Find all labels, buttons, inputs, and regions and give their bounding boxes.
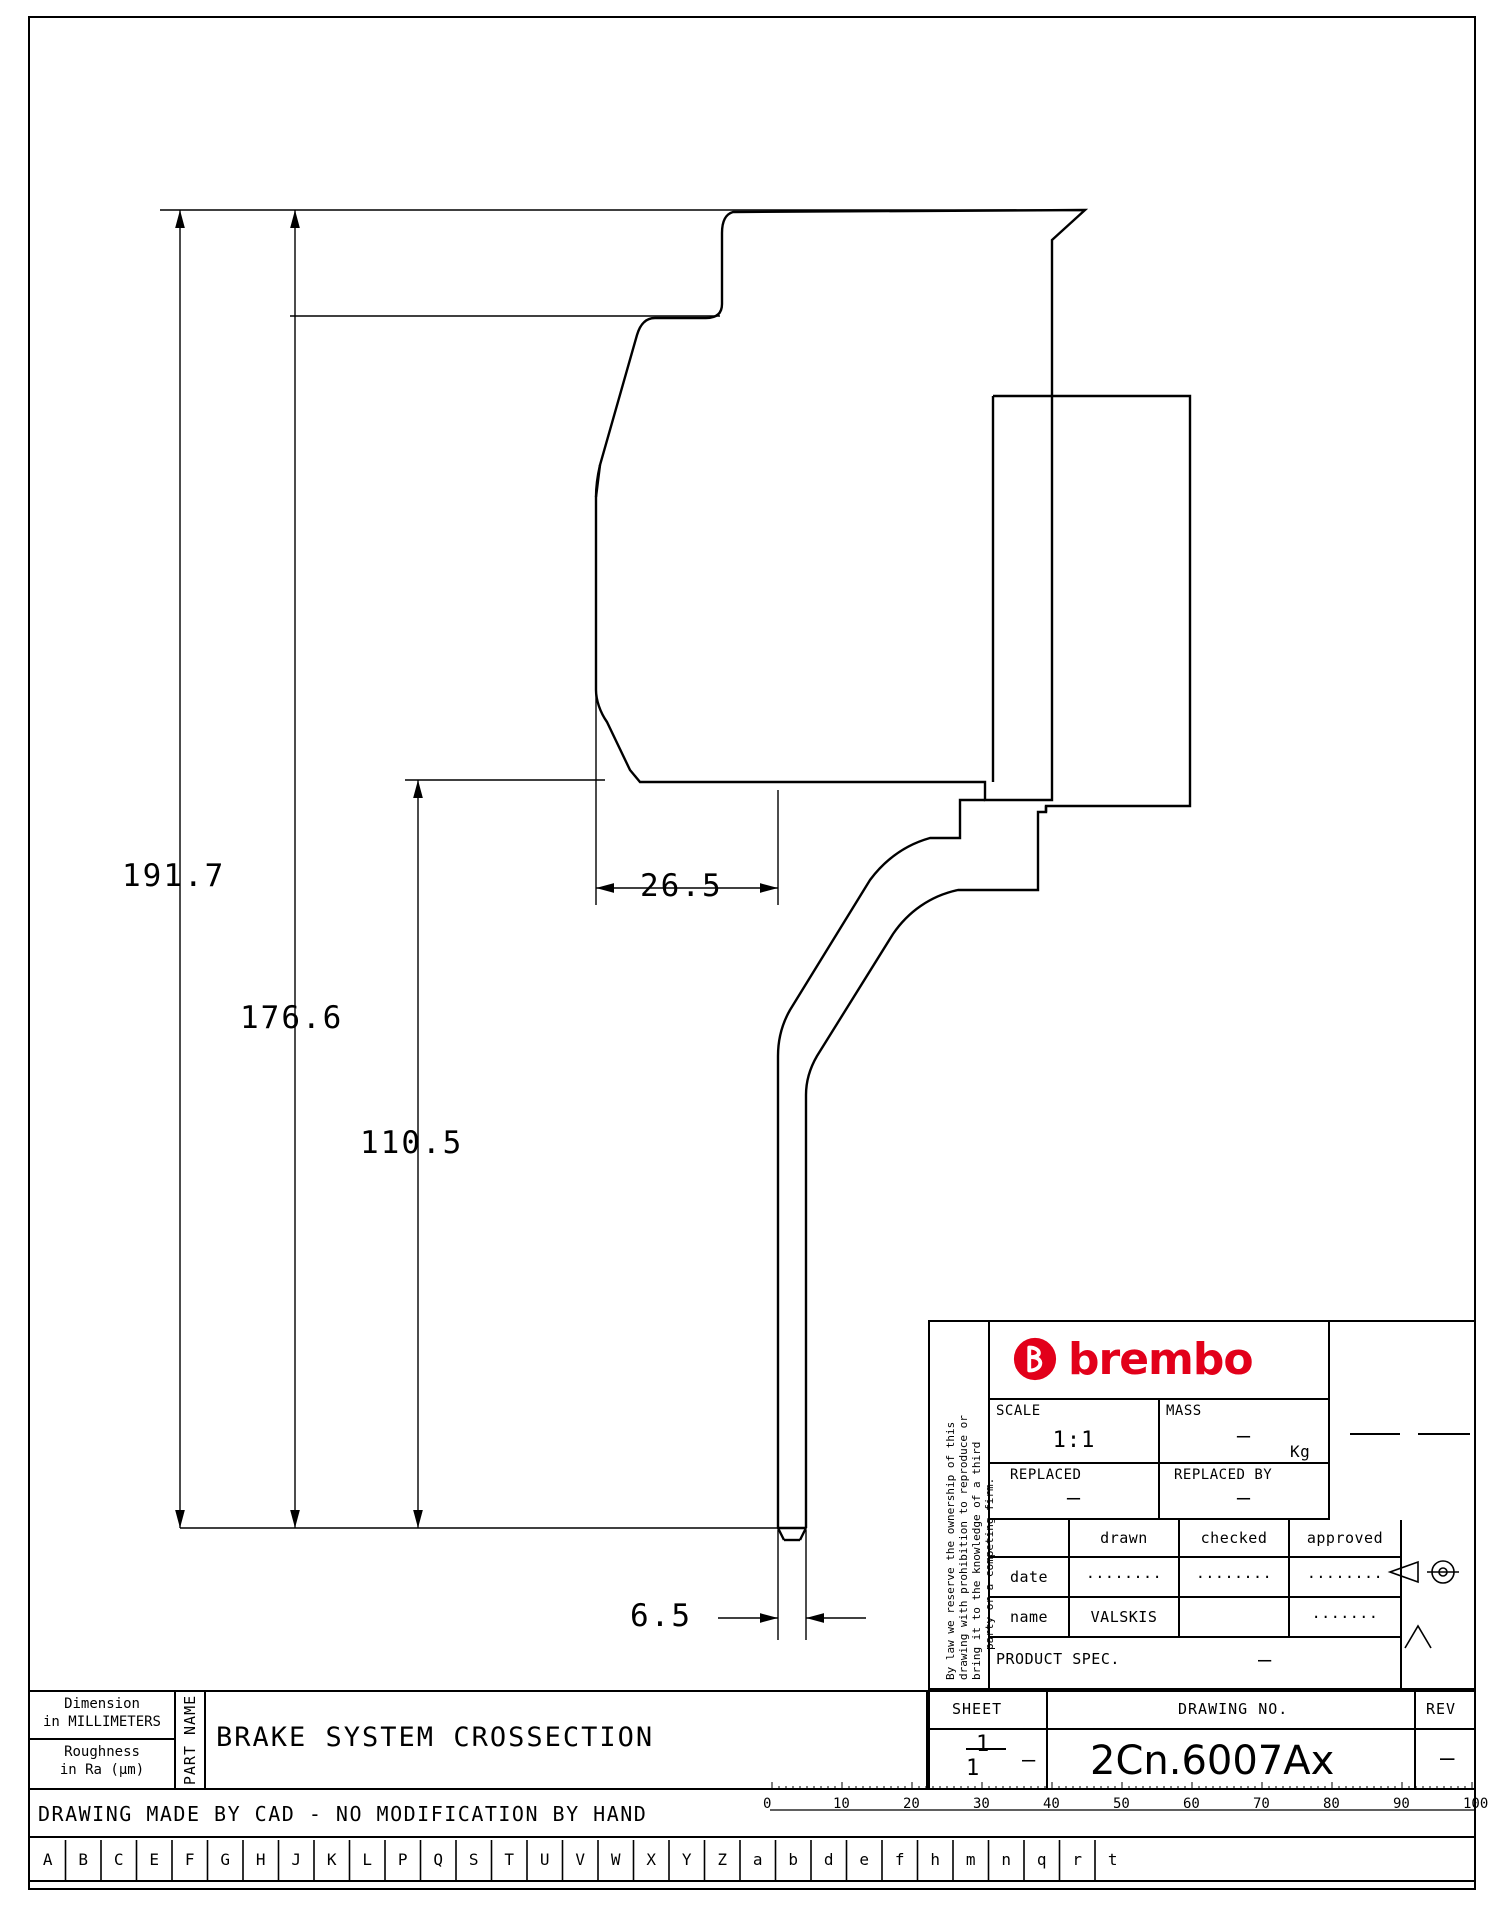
letter-cell: G bbox=[220, 1850, 231, 1869]
signature-row-header-blank bbox=[990, 1520, 1070, 1558]
column-approved-label: approved bbox=[1306, 1529, 1384, 1547]
letter-cell: V bbox=[575, 1850, 586, 1869]
drawing-no-value-box bbox=[1048, 1728, 1416, 1790]
legal-notice-line-3: bring it to the knowledge of a third bbox=[970, 1441, 983, 1680]
ruler-tick-20: 20 bbox=[903, 1796, 920, 1812]
sheet-fraction-bar bbox=[966, 1748, 1006, 1750]
letter-cell: Y bbox=[681, 1850, 692, 1869]
mass-unit: Kg bbox=[1290, 1442, 1311, 1461]
column-checked-label: checked bbox=[1200, 1529, 1268, 1547]
letter-cell: Z bbox=[717, 1850, 728, 1869]
name-drawn-cell bbox=[1070, 1598, 1180, 1638]
letter-cell: E bbox=[149, 1850, 160, 1869]
name-checked-cell bbox=[1180, 1598, 1290, 1638]
date-approved-value: ········ bbox=[1306, 1568, 1384, 1586]
replaced-by-value: – bbox=[1236, 1486, 1252, 1511]
column-drawn-label: drawn bbox=[1100, 1529, 1148, 1547]
brembo-logo-box bbox=[990, 1320, 1330, 1400]
brembo-mark-icon bbox=[1012, 1336, 1058, 1382]
letter-cell: H bbox=[255, 1850, 266, 1869]
mass-value: – bbox=[1236, 1424, 1252, 1449]
letter-cell: A bbox=[42, 1850, 53, 1869]
brembo-wordmark: brembo bbox=[1068, 1333, 1253, 1385]
part-name-value: BRAKE SYSTEM CROSSECTION bbox=[216, 1722, 655, 1753]
ruler-tick-10: 10 bbox=[833, 1796, 850, 1812]
rev-value: – bbox=[1440, 1744, 1455, 1772]
dimension-label-191-7: 191.7 bbox=[122, 858, 226, 894]
product-spec-cell bbox=[990, 1638, 1402, 1690]
row-date-label bbox=[990, 1558, 1070, 1598]
sheet-label: SHEET bbox=[952, 1700, 1003, 1718]
rev-value-box bbox=[1416, 1728, 1476, 1790]
date-checked-cell bbox=[1180, 1558, 1290, 1598]
letter-cell: L bbox=[362, 1850, 373, 1869]
letter-cell: U bbox=[539, 1850, 550, 1869]
dimension-label-6-5: 6.5 bbox=[630, 1598, 692, 1634]
letter-cell: n bbox=[1001, 1850, 1012, 1869]
letter-cell: t bbox=[1107, 1850, 1118, 1869]
scale-cell bbox=[990, 1400, 1160, 1464]
letter-cell: S bbox=[468, 1850, 479, 1869]
dimension-label-176-6: 176.6 bbox=[240, 1000, 344, 1036]
scale-label: SCALE bbox=[996, 1403, 1041, 1419]
scale-value: 1:1 bbox=[1052, 1428, 1096, 1453]
letter-cell: T bbox=[504, 1850, 515, 1869]
sheet-dash: – bbox=[1022, 1748, 1036, 1773]
mass-label: MASS bbox=[1166, 1403, 1202, 1419]
ruler-tick-60: 60 bbox=[1183, 1796, 1200, 1812]
ruler-tick-90: 90 bbox=[1393, 1796, 1410, 1812]
product-spec-label: PRODUCT SPEC. bbox=[996, 1650, 1120, 1668]
name-label: name bbox=[1009, 1608, 1049, 1626]
replaced-by-label: REPLACED BY bbox=[1174, 1467, 1273, 1483]
replaced-cell bbox=[990, 1464, 1160, 1520]
rev-label-box bbox=[1416, 1690, 1476, 1728]
letter-cell: J bbox=[291, 1850, 302, 1869]
ruler-tick-80: 80 bbox=[1323, 1796, 1340, 1812]
column-drawn bbox=[1070, 1520, 1180, 1558]
name-approved-cell bbox=[1290, 1598, 1402, 1638]
drawing-no-label: DRAWING NO. bbox=[1178, 1700, 1289, 1718]
name-drawn-value: VALSKIS bbox=[1090, 1608, 1158, 1626]
letter-cell: m bbox=[965, 1850, 976, 1869]
rev-label: REV bbox=[1426, 1700, 1457, 1718]
drawing-no-value: 2Cn.6007Ax bbox=[1090, 1738, 1335, 1784]
ruler-tick-100: 100 bbox=[1463, 1796, 1489, 1812]
letter-cell: q bbox=[1036, 1850, 1047, 1869]
dimension-note-line-2: in MILLIMETERS bbox=[42, 1714, 161, 1730]
letter-cell: P bbox=[397, 1850, 408, 1869]
legal-notice-strip bbox=[930, 1320, 996, 1690]
mass-cell bbox=[1160, 1400, 1330, 1464]
dimension-label-26-5: 26.5 bbox=[640, 868, 723, 904]
letter-cell: X bbox=[646, 1850, 657, 1869]
replaced-label: REPLACED bbox=[1010, 1467, 1082, 1483]
letter-cell: b bbox=[788, 1850, 799, 1869]
letter-cell: W bbox=[610, 1850, 621, 1869]
legal-notice-line-1: By law we reserve the ownership of this bbox=[944, 1421, 957, 1680]
ruler-tick-70: 70 bbox=[1253, 1796, 1270, 1812]
letter-cell: F bbox=[184, 1850, 195, 1869]
part-name-label-box bbox=[176, 1690, 206, 1790]
ruler-tick-40: 40 bbox=[1043, 1796, 1060, 1812]
letter-cell: d bbox=[823, 1850, 834, 1869]
letter-cell: e bbox=[859, 1850, 870, 1869]
date-label: date bbox=[1009, 1568, 1049, 1586]
dimension-label-110-5: 110.5 bbox=[360, 1125, 464, 1161]
sheet-numerator: 1 bbox=[976, 1732, 990, 1757]
name-approved-value: ······· bbox=[1311, 1608, 1379, 1626]
letter-cell: a bbox=[752, 1850, 763, 1869]
row-name-label bbox=[990, 1598, 1070, 1638]
date-drawn-cell bbox=[1070, 1558, 1180, 1598]
legal-notice-line-2: drawing with prohibition to reproduce or bbox=[957, 1415, 970, 1680]
ruler-tick-50: 50 bbox=[1113, 1796, 1130, 1812]
replaced-value: – bbox=[1066, 1486, 1082, 1511]
date-drawn-value: ········ bbox=[1085, 1568, 1163, 1586]
drawing-no-label-box bbox=[1048, 1690, 1416, 1728]
letter-cell: Q bbox=[433, 1850, 444, 1869]
letter-cell: C bbox=[113, 1850, 124, 1869]
letter-cell: h bbox=[930, 1850, 941, 1869]
part-name-value-box bbox=[206, 1690, 928, 1790]
column-checked bbox=[1180, 1520, 1290, 1558]
column-approved bbox=[1290, 1520, 1402, 1558]
replaced-by-cell bbox=[1160, 1464, 1330, 1520]
dimension-note-box bbox=[28, 1690, 176, 1740]
roughness-note-line-1: Roughness bbox=[64, 1744, 140, 1760]
ruler-tick-30: 30 bbox=[973, 1796, 990, 1812]
letter-cell: B bbox=[78, 1850, 89, 1869]
date-checked-value: ········ bbox=[1195, 1568, 1273, 1586]
letter-cell: f bbox=[894, 1850, 905, 1869]
product-spec-value: – bbox=[1258, 1648, 1272, 1673]
sheet-value-box bbox=[928, 1728, 1048, 1790]
letter-cell: K bbox=[326, 1850, 337, 1869]
roughness-note-line-2: in Ra (µm) bbox=[59, 1762, 145, 1778]
part-name-label: PART NAME bbox=[181, 1694, 199, 1786]
cad-note: DRAWING MADE BY CAD - NO MODIFICATION BY HAND bbox=[38, 1802, 648, 1826]
sheet-label-box bbox=[928, 1690, 1048, 1728]
date-approved-cell bbox=[1290, 1558, 1402, 1598]
roughness-note-box bbox=[28, 1740, 176, 1790]
letter-cell: r bbox=[1072, 1850, 1083, 1869]
sheet-denominator: 1 bbox=[966, 1756, 980, 1781]
dimension-note-line-1: Dimension bbox=[64, 1696, 140, 1712]
ruler-tick-0: 0 bbox=[763, 1796, 772, 1812]
legal-notice-line-4: party or a competing firm. bbox=[983, 1477, 996, 1650]
